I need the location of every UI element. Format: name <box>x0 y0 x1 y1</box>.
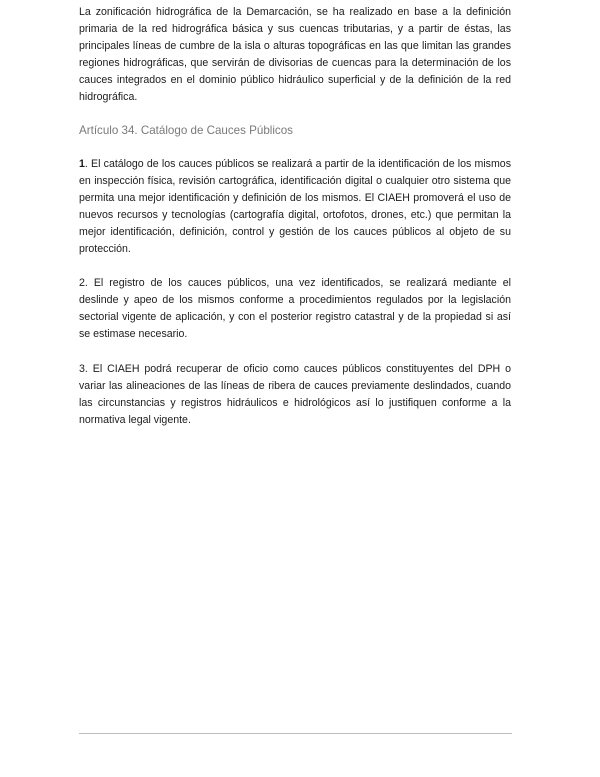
article-item-number: 3 <box>79 362 85 375</box>
article-item-2 <box>79 275 511 343</box>
intro-paragraph: La zonificación hidrográfica de la Demarcación, se ha realizado en base a la definición primaria de la red hidrográfica básica y sus cuencas tributarias, y a partir de éstas, las principales líneas de cumbre de la isla o alturas topográficas en las que limitan las grandes regiones hidrográficas, que servirán de divisorias de cuencas para la determinación de los cauces integrados en el dominio público hidráulico superficial y de la definición de la red hidrográfica. <box>79 6 511 104</box>
article-item-text: . El CIAEH podrá recuperar de oficio como cauces públicos constituyentes del DPH o variar las alineaciones de las líneas de ribera de cauces previamente deslindados, cuando las circunstancias y registros hidráulicos e hidrológicos así lo justifiquen conforme a la normativa legal vigente. <box>79 362 511 426</box>
article-item-number: 1 <box>79 157 85 170</box>
article-heading: Artículo 34. Catálogo de Cauces Públicos <box>79 123 293 137</box>
article-item-text: . El registro de los cauces públicos, una vez identificados, se realizará mediante el deslinde y apeo de los mismos conforme a procedimientos regulados por la legislación sectorial vigente de aplicación, y con el posterior registro catastral y de la propiedad si así se estimase necesario. <box>79 277 511 341</box>
article-item-number: 2 <box>79 277 85 290</box>
footer-divider <box>79 733 512 734</box>
article-item-text: . El catálogo de los cauces públicos se realizará a partir de la identificación de los mismos en inspección física, revisión cartográfica, identificación digital o cualquier otro sistema que permita una mejor identificación y definición de los mismos. El CIAEH promoverá el uso de nuevos recursos y tecnologías (cartografía digital, ortofotos, drones, etc.) que permitan la mejor identificación, definición, control y gestión de los cauces públicos al objeto de su protección. <box>79 157 511 256</box>
article-item-3 <box>79 361 511 429</box>
article-item-1 <box>79 156 511 259</box>
document-page <box>79 4 511 446</box>
